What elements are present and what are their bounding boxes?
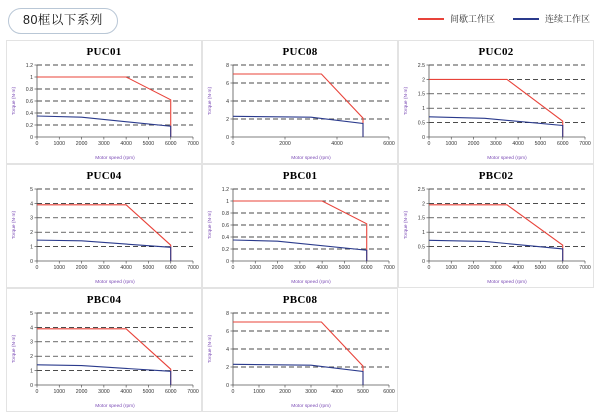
svg-text:2000: 2000 [279,141,291,147]
svg-text:0: 0 [422,258,425,265]
svg-text:0: 0 [427,141,431,147]
svg-text:3: 3 [30,215,33,222]
svg-text:4000: 4000 [120,141,132,147]
svg-text:1: 1 [30,74,33,81]
svg-text:4: 4 [30,325,33,332]
svg-text:Motor speed (rpm): Motor speed (rpm) [95,280,135,285]
svg-text:3000: 3000 [294,265,306,271]
svg-text:2000: 2000 [467,265,480,271]
svg-text:5000: 5000 [142,389,155,395]
svg-text:0.8: 0.8 [25,86,33,93]
svg-text:6000: 6000 [164,389,177,395]
svg-text:6: 6 [226,80,229,87]
chart-cell-pbc04 [6,288,202,412]
svg-text:2000: 2000 [75,389,88,395]
chart-cell-pbc02 [398,164,594,288]
svg-text:2: 2 [226,364,229,371]
svg-text:1.2: 1.2 [221,186,229,193]
svg-text:0: 0 [427,265,431,271]
svg-text:Motor speed (rpm): Motor speed (rpm) [95,156,135,161]
legend-swatch-continuous [513,18,539,20]
plot-area [203,57,399,163]
svg-text:Motor speed (rpm): Motor speed (rpm) [487,280,527,285]
chart-cell-pbc01 [202,164,398,288]
svg-text:4000: 4000 [331,141,343,147]
svg-text:2: 2 [30,354,33,361]
legend [418,12,590,25]
svg-text:4: 4 [226,98,229,105]
svg-text:1000: 1000 [253,389,265,395]
svg-text:1000: 1000 [249,265,262,271]
svg-text:1.5: 1.5 [417,215,425,222]
svg-text:6000: 6000 [383,141,395,147]
chart-cell-puc01 [6,40,202,164]
svg-text:0.5: 0.5 [417,244,425,251]
chart-title: PBC01 [282,170,318,182]
svg-text:Torque (N·m): Torque (N·m) [404,210,409,240]
svg-text:0.6: 0.6 [221,222,229,229]
svg-text:6: 6 [226,328,229,335]
svg-text:2: 2 [422,77,425,84]
svg-text:0: 0 [30,382,33,389]
svg-text:0: 0 [35,389,39,395]
svg-text:1.2: 1.2 [25,62,33,69]
svg-text:5000: 5000 [357,389,369,395]
plot-area [399,57,595,163]
svg-text:4000: 4000 [316,265,328,271]
svg-text:0.6: 0.6 [25,98,33,105]
page-header [0,0,600,42]
series-tag: 80框以下系列 [8,8,118,34]
plot-area [7,305,203,411]
svg-text:3000: 3000 [98,265,110,271]
svg-text:0.5: 0.5 [417,120,425,127]
svg-text:Torque (N·m): Torque (N·m) [208,86,213,116]
svg-text:1000: 1000 [53,141,66,147]
svg-text:0: 0 [226,134,229,141]
svg-text:2000: 2000 [279,389,291,395]
svg-text:1: 1 [30,368,33,375]
svg-text:8: 8 [226,310,229,317]
svg-text:0: 0 [231,389,235,395]
plot-area [7,181,203,287]
svg-text:5000: 5000 [142,141,155,147]
legend-item-intermittent [418,12,495,25]
svg-text:2: 2 [30,230,33,237]
svg-text:3: 3 [30,339,33,346]
svg-text:Motor speed (rpm): Motor speed (rpm) [291,156,331,161]
svg-text:2: 2 [226,116,229,123]
svg-text:1000: 1000 [53,389,66,395]
plot-area [399,181,595,287]
svg-text:4000: 4000 [331,389,343,395]
svg-text:7000: 7000 [187,389,199,395]
svg-text:7000: 7000 [187,141,199,147]
svg-text:2.5: 2.5 [417,186,425,193]
svg-text:0.8: 0.8 [221,210,229,217]
svg-text:0: 0 [35,265,39,271]
chart-grid [6,40,594,412]
svg-text:6000: 6000 [164,265,177,271]
svg-text:0: 0 [231,265,235,271]
svg-text:0.2: 0.2 [25,122,33,129]
svg-text:3000: 3000 [98,141,110,147]
svg-text:0: 0 [226,258,229,265]
chart-title: PBC04 [86,294,122,306]
svg-text:0: 0 [422,134,425,141]
svg-text:4000: 4000 [512,265,524,271]
svg-text:0.4: 0.4 [221,234,229,241]
svg-text:Motor speed (rpm): Motor speed (rpm) [291,404,331,409]
chart-title: PUC02 [478,46,514,58]
svg-text:5000: 5000 [142,265,155,271]
chart-title: PUC04 [86,170,122,182]
svg-text:0: 0 [231,141,235,147]
svg-text:7000: 7000 [187,265,199,271]
svg-text:4000: 4000 [512,141,524,147]
svg-text:Torque (N·m): Torque (N·m) [12,86,17,116]
svg-text:1000: 1000 [445,265,458,271]
svg-text:5000: 5000 [534,141,547,147]
chart-cell-empty [398,288,594,412]
svg-text:7000: 7000 [383,265,395,271]
svg-text:7000: 7000 [579,265,591,271]
legend-label-intermittent: 间歇工作区 [449,14,495,24]
svg-text:0.4: 0.4 [25,110,33,117]
chart-cell-pbc08 [202,288,398,412]
chart-title: PUC01 [86,46,122,58]
svg-text:2: 2 [422,201,425,208]
svg-text:2000: 2000 [467,141,480,147]
svg-text:3000: 3000 [490,265,502,271]
svg-text:3000: 3000 [490,141,502,147]
svg-text:2000: 2000 [75,265,88,271]
svg-text:0.2: 0.2 [221,246,229,253]
svg-text:2000: 2000 [271,265,284,271]
chart-cell-puc08 [202,40,398,164]
svg-text:1: 1 [226,198,229,205]
chart-title: PUC08 [282,46,318,58]
svg-text:5000: 5000 [534,265,547,271]
svg-text:Torque (N·m): Torque (N·m) [12,210,17,240]
svg-text:6000: 6000 [360,265,373,271]
svg-text:2.5: 2.5 [417,62,425,69]
svg-text:Motor speed (rpm): Motor speed (rpm) [95,404,135,409]
plot-area [203,181,399,287]
svg-text:Torque (N·m): Torque (N·m) [208,210,213,240]
legend-item-continuous [513,12,590,25]
svg-text:6000: 6000 [556,265,569,271]
svg-text:1: 1 [422,106,425,113]
svg-text:6000: 6000 [164,141,177,147]
svg-text:0: 0 [35,141,39,147]
svg-text:1000: 1000 [445,141,458,147]
svg-text:4: 4 [226,346,229,353]
svg-text:5: 5 [30,186,33,193]
svg-text:1: 1 [422,230,425,237]
svg-text:3000: 3000 [98,389,110,395]
svg-text:5000: 5000 [338,265,351,271]
svg-text:8: 8 [226,62,229,69]
svg-text:2000: 2000 [75,141,88,147]
svg-text:Motor speed (rpm): Motor speed (rpm) [487,156,527,161]
svg-text:0: 0 [226,382,229,389]
chart-title: PBC08 [282,294,318,306]
svg-text:0: 0 [30,258,33,265]
chart-cell-puc04 [6,164,202,288]
legend-label-continuous: 连续工作区 [544,14,590,24]
chart-cell-puc02 [398,40,594,164]
svg-text:6000: 6000 [556,141,569,147]
svg-text:Motor speed (rpm): Motor speed (rpm) [291,280,331,285]
svg-text:Torque (N·m): Torque (N·m) [12,334,17,364]
svg-text:5: 5 [30,310,33,317]
svg-text:3000: 3000 [305,389,317,395]
svg-text:1: 1 [30,244,33,251]
svg-text:0: 0 [30,134,33,141]
svg-text:1.5: 1.5 [417,91,425,98]
svg-text:1000: 1000 [53,265,66,271]
legend-swatch-intermittent [418,18,444,20]
svg-text:Torque (N·m): Torque (N·m) [404,86,409,116]
chart-title: PBC02 [478,170,514,182]
svg-text:7000: 7000 [579,141,591,147]
plot-area [7,57,203,163]
svg-text:Torque (N·m): Torque (N·m) [208,334,213,364]
svg-text:4000: 4000 [120,389,132,395]
svg-text:6000: 6000 [383,389,395,395]
svg-text:4: 4 [30,201,33,208]
svg-text:4000: 4000 [120,265,132,271]
plot-area [203,305,399,411]
